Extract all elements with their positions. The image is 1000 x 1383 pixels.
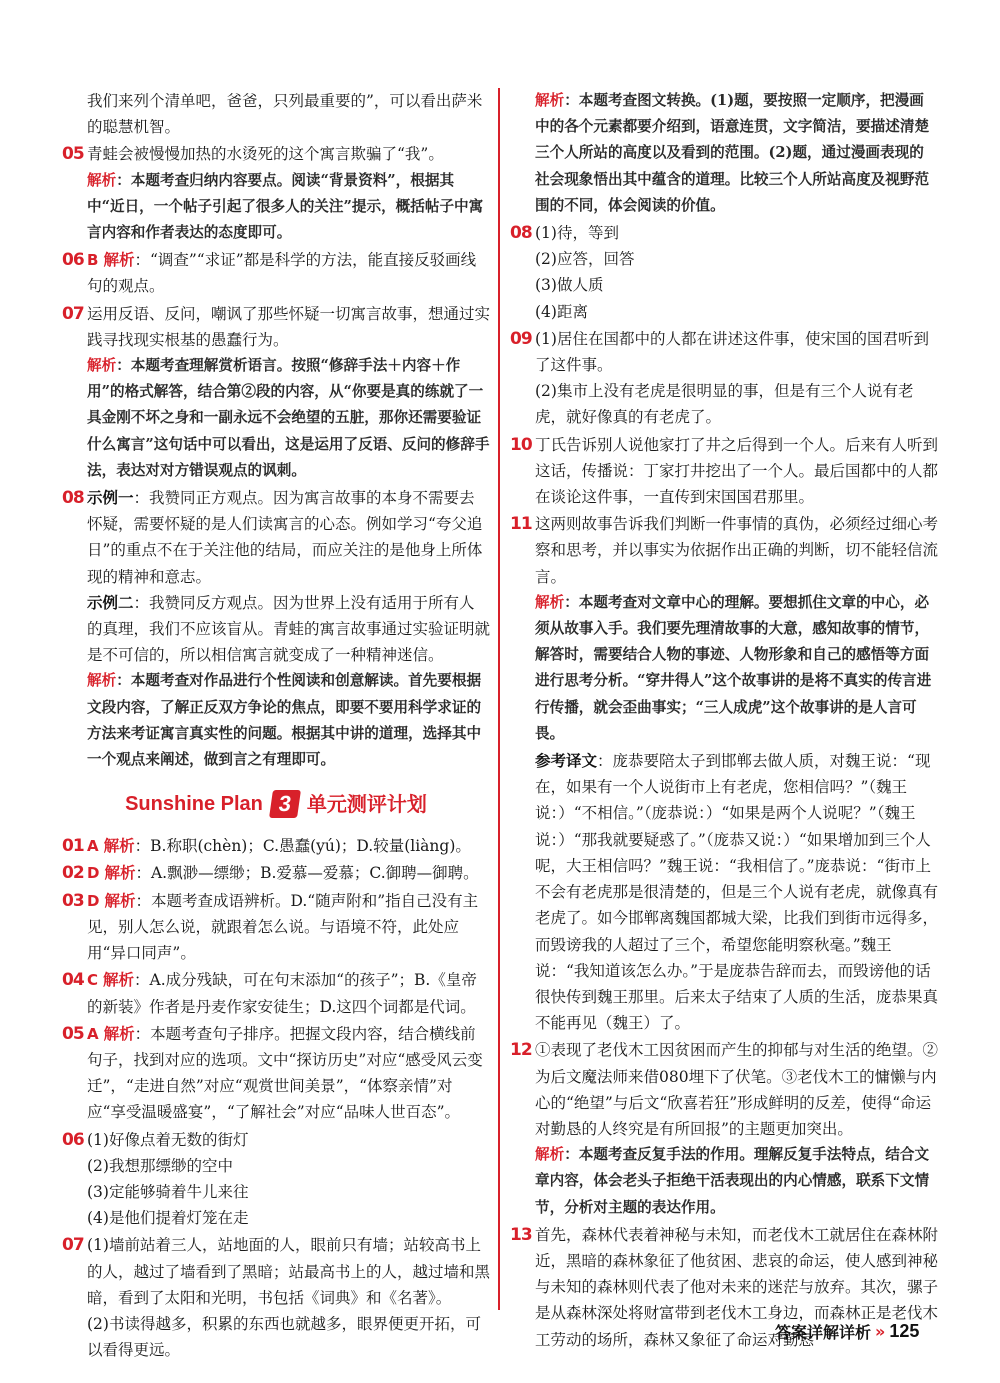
- answer-entry: [62, 1232, 490, 1363]
- explanation-text: ：本题考查图文转换。(1)题，要按照一定顺序，把漫画中的各个元素都要介绍到，语意连贯，文字简洁，要描述清楚三个人所站的高度以及看到的范围。(2)题，通过漫画表现的社会现象悟出其中蕴含的道理。比较三个人所站高度及视野范围的不同，体会阅读的价值。: [535, 92, 930, 214]
- answer-entry: [510, 432, 938, 511]
- explanation-label: 解析: [104, 890, 136, 910]
- sub-answer: (2)集市上没有老虎是很明显的事，但是有三个人说有老虎，就好像真的有老虎了。: [535, 382, 914, 427]
- answer-entry: [62, 247, 490, 299]
- footer-title: 答案详解详析: [775, 1322, 872, 1342]
- explanation-label: 解析: [104, 863, 136, 883]
- answer-line: [87, 247, 490, 299]
- explanation-text: ：本题考查归纳内容要点。阅读“背景资料”，根据其中“近日，一个帖子引起了很多人的关注”提示，概括帖子中寓言内容和作者表达的态度即可。: [87, 171, 484, 242]
- answer-entry: [62, 860, 490, 886]
- sub-answer: (1)墙前站着三人，站地面的人，眼前只有墙；站较高书上的人，越过了墙看到了黑暗；站最高书上的人，越过墙和黑暗，看到了太阳和光明，书包括《词典》和《名著》。: [87, 1236, 491, 1307]
- plan-number-badge: 3: [269, 790, 301, 818]
- sub-answer: (2)我想那缥缈的空中: [87, 1156, 233, 1175]
- footer-arrow-icon: »: [875, 1321, 886, 1341]
- answer-entry: [62, 141, 490, 246]
- plan-title-cn: 单元测评计划: [306, 792, 427, 817]
- explanation-label: 解析: [535, 593, 565, 611]
- example-one: [87, 485, 490, 590]
- answer-entry: [510, 748, 938, 1036]
- explanation-text: ：本题考查成语辨析。D.“随声附和”指自己没有主见，别人怎么说，就跟着怎么说。与语境不符，此处应用“异口同声”。: [87, 891, 479, 963]
- sub-answer: (3)定能够骑着牛儿来往: [87, 1182, 249, 1201]
- question-number: 08: [62, 488, 84, 509]
- sub-answer: (3)做人质: [535, 276, 604, 295]
- question-number: 05: [62, 1023, 84, 1044]
- answer-entry: [510, 1037, 938, 1220]
- page-footer: [775, 1316, 919, 1346]
- explanation-text: ：B.称职(chèn)；C.愚蠢(yú)；D.较量(liàng)。: [134, 837, 471, 856]
- explanation-text: ：本题考查对作品进行个性阅读和创意解读。首先要根据文段内容，了解正反双方争论的焦点，即要不要用科学求证的方法来考证寓言真实性的问题。根据其中讲的道理，选择其中一个观点来阐述，做到言之有理即可。: [87, 672, 482, 769]
- question-number: 12: [510, 1040, 532, 1061]
- sub-answer: (4)是他们提着灯笼在走: [87, 1209, 249, 1228]
- answer-entry: [62, 485, 490, 773]
- answer-choice: A: [87, 1024, 99, 1043]
- example-label: 示例二: [87, 592, 134, 612]
- answer-text: 这两则故事告诉我们判断一件事情的真伪，必须经过细心考察和思考，并以事实为依据作出正确的判断，切不能轻信流言。: [535, 515, 939, 586]
- explanation-label: 解析: [87, 357, 117, 375]
- answer-entry: [62, 301, 490, 484]
- answer-choice: C: [87, 971, 99, 990]
- answer-entry: [510, 326, 938, 431]
- question-number: 09: [510, 328, 532, 349]
- explanation-label: 解析: [535, 92, 565, 109]
- answer-text: 首先，森林代表着神秘与未知，而老伐木工就居住在森林附近，黑暗的森林象征了他贫困、悲哀的命运，使人感到神秘与未知的森林则代表了他对未来的迷茫与放弃。其次，骡子是从森林深处将财富带到老伐木工身边，而森林正是老伐木工劳动的场所，森林又象征了命运对勤恳: [535, 1225, 939, 1349]
- answer-choice: D: [87, 891, 100, 910]
- explanation-label: 解析: [535, 1146, 565, 1164]
- example-label: 示例一: [87, 488, 134, 508]
- answer-line: [87, 1021, 490, 1126]
- answer-text: 运用反语、反问，嘲讽了那些怀疑一切寓言故事，想通过实践寻找现实根基的愚蠢行为。: [87, 304, 491, 349]
- sub-answer: (2)书读得越多，积累的东西也就越多，眼界便更开拓，可以看得更远。: [87, 1314, 481, 1360]
- explanation-label: 解析: [103, 1023, 135, 1043]
- page-number: 125: [889, 1320, 920, 1341]
- question-number: 07: [62, 303, 84, 324]
- question-number: 01: [62, 836, 84, 857]
- translation: [535, 748, 938, 1036]
- explanation-text: ：A.成分残缺，可在句末添加“的孩子”；B.《皇帝的新装》作者是丹麦作家安徒生；D.这四个词都是代词。: [87, 971, 477, 1016]
- explanation: [87, 668, 490, 773]
- explanation-text: ：A.飘渺—缥缈；B.爱慕—爱慕；C.御聘—御聘。: [135, 864, 479, 883]
- question-number: 06: [62, 250, 84, 271]
- question-number: 03: [62, 890, 84, 911]
- explanation-text: ：本题考查反复手法的作用。理解反复手法特点，结合文章内容，体会老头子拒绝干活表现出的内心情感，联系下文情节，分析对主题的表达作用。: [535, 1146, 930, 1216]
- question-number: 11: [510, 514, 532, 535]
- translation-label: 参考译文: [535, 751, 598, 771]
- answer-entry: [62, 1127, 490, 1232]
- answer-entry: [62, 833, 490, 859]
- explanation-text: ：“调查”“求证”都是科学的方法，能直接反驳画线句的观点。: [87, 251, 477, 296]
- question-number: 06: [62, 1129, 84, 1150]
- column-divider: [498, 88, 500, 1310]
- question-number: 04: [62, 970, 84, 991]
- example-two: [87, 590, 490, 669]
- example-text: ：我赞同正方观点。因为寓言故事的本身不需要去怀疑，需要怀疑的是人们读寓言的心态。例如学习“夸父追日”的重点不在于关注他的结局，而应关注的是他身上所体现的精神和意志。: [87, 489, 483, 586]
- explanation: [87, 168, 490, 247]
- unit-plan-header: [62, 781, 490, 827]
- answer-line: [87, 860, 490, 886]
- answer-line: [87, 833, 490, 859]
- answer-text: 丁氏告诉别人说他家打了井之后得到一个人。后来有人听到这话，传播说：丁家打井挖出了一个人。最后国都中的人都在谈论这件事，一直传到宋国国君那里。: [535, 435, 939, 507]
- explanation-label: 解析: [103, 970, 135, 990]
- explanation-text: ：本题考查对文章中心的理解。要想抓住文章的中心，必须从故事入手。我们要先理清故事的大意，感知故事的情节，解答时，需要结合人物的事迹、人物形象和自己的感悟等方面进行思考分析。“穿井得人”这个故事讲的是将不真实的传言进行传播，就会歪曲事实；“三人成虎”这个故事讲的是人言可畏。: [535, 593, 932, 742]
- sub-answer: (1)待，等到: [535, 224, 619, 243]
- answer-choice: B: [87, 251, 99, 270]
- question-number: 10: [510, 434, 532, 455]
- answer-entry: [62, 888, 490, 967]
- sub-answer: (1)好像点着无数的街灯: [87, 1130, 249, 1149]
- left-column: [62, 88, 490, 1364]
- answer-line: [87, 888, 490, 967]
- explanation-label: 解析: [103, 836, 135, 856]
- explanation: [87, 353, 490, 484]
- explanation-label: 解析: [103, 250, 135, 270]
- explanation: [535, 1142, 938, 1221]
- answer-choice: D: [87, 864, 100, 883]
- answer-entry: [62, 967, 490, 1019]
- answer-line: [87, 967, 490, 1019]
- answer-text: 青蛙会被慢慢加热的水烫死的这个寓言欺骗了“我”。: [87, 145, 444, 164]
- explanation-label: 解析: [87, 171, 117, 189]
- question-number: 02: [62, 863, 84, 884]
- sub-answer: (1)居住在国都中的人都在讲述这件事，使宋国的国君听到了这件事。: [535, 329, 929, 375]
- example-text: ：我赞同反方观点。因为世界上没有适用于所有人的真理，我们不应该盲从。青蛙的寓言故事通过实验证明就是不可信的，所以相信寓言就变成了一种精神迷信。: [87, 593, 491, 665]
- answer-choice: A: [87, 837, 99, 856]
- explanation: [535, 590, 938, 747]
- answer-entry: [62, 88, 490, 140]
- answer-entry: [510, 220, 938, 325]
- sub-answer: (2)应答，回答: [535, 250, 635, 269]
- explanation-label: 解析: [87, 672, 117, 690]
- question-number: 08: [510, 223, 532, 244]
- question-number: 05: [62, 144, 84, 165]
- answer-entry: [62, 1021, 490, 1126]
- explanation-text: ：本题考查理解赏析语言。按照“修辞手法＋内容＋作用”的格式解答，结合第②段的内容，从“你要是真的练就了一具金刚不坏之身和一副永远不会绝望的五脏，那你还需要验证什么寓言”这句话中可以看出，这是运用了反语、反问的修辞手法，表达对对方错误观点的讽刺。: [87, 357, 490, 479]
- answer-text: ①表现了老伐木工因贫困而产生的抑郁与对生活的绝望。②为后文魔法师来借080埋下了伏笔。③老伐木工的慵懒与内心的“绝望”与后文“欣喜若狂”形成鲜明的反差，使得“命运对勤恳的人终究是有所回报”的主题更加突出。: [535, 1041, 939, 1138]
- right-column: [510, 88, 938, 1354]
- explanation: [535, 88, 938, 219]
- sub-answer: (4)距离: [535, 302, 588, 321]
- answer-entry: [510, 88, 938, 219]
- plan-title-en: Sunshine Plan: [125, 793, 263, 816]
- explanation-text: ：本题考查句子排序。把握文段内容，结合横线前句子，找到对应的选项。文中“探访历史”对应“感受风云变迁”，“走进自然”对应“观赏世间美景”，“体察亲情”对应“享受温暖盛宴”，“了解社会”对应“品味人世百态”。: [87, 1024, 483, 1122]
- answer-text: 我们来列个清单吧，爸爸，只列最重要的”，可以看出萨米的聪慧机智。: [87, 92, 483, 137]
- question-number: 07: [62, 1235, 84, 1256]
- question-number: 13: [510, 1224, 532, 1245]
- answer-entry: [510, 511, 938, 747]
- translation-text: ：庞恭要陪太子到邯郸去做人质，对魏王说：“现在，如果有一个人说街市上有老虎，您相信吗？”（魏王说：）“不相信。”（庞恭说：）“如果是两个人说呢？”（魏王说：）“那我就要疑惑了。”（庞恭又说：）“如果增加到三个人呢，大王相信吗？”魏王说：“我相信了。”庞恭说：“街市上不会有老虎那是很清楚的，但是三个人说有老虎，就像真有老虎了。如今邯郸离魏国都城大梁，比我们到街市远得多，而毁谤我的人超过了三个，希望您能明察秋毫。”魏王说：“我知道该怎么办。”于是庞恭告辞而去，而毁谤他的话很快传到魏王那里。后来太子结束了人质的生活，庞恭果真不能再见（魏王）了。: [535, 752, 939, 1033]
